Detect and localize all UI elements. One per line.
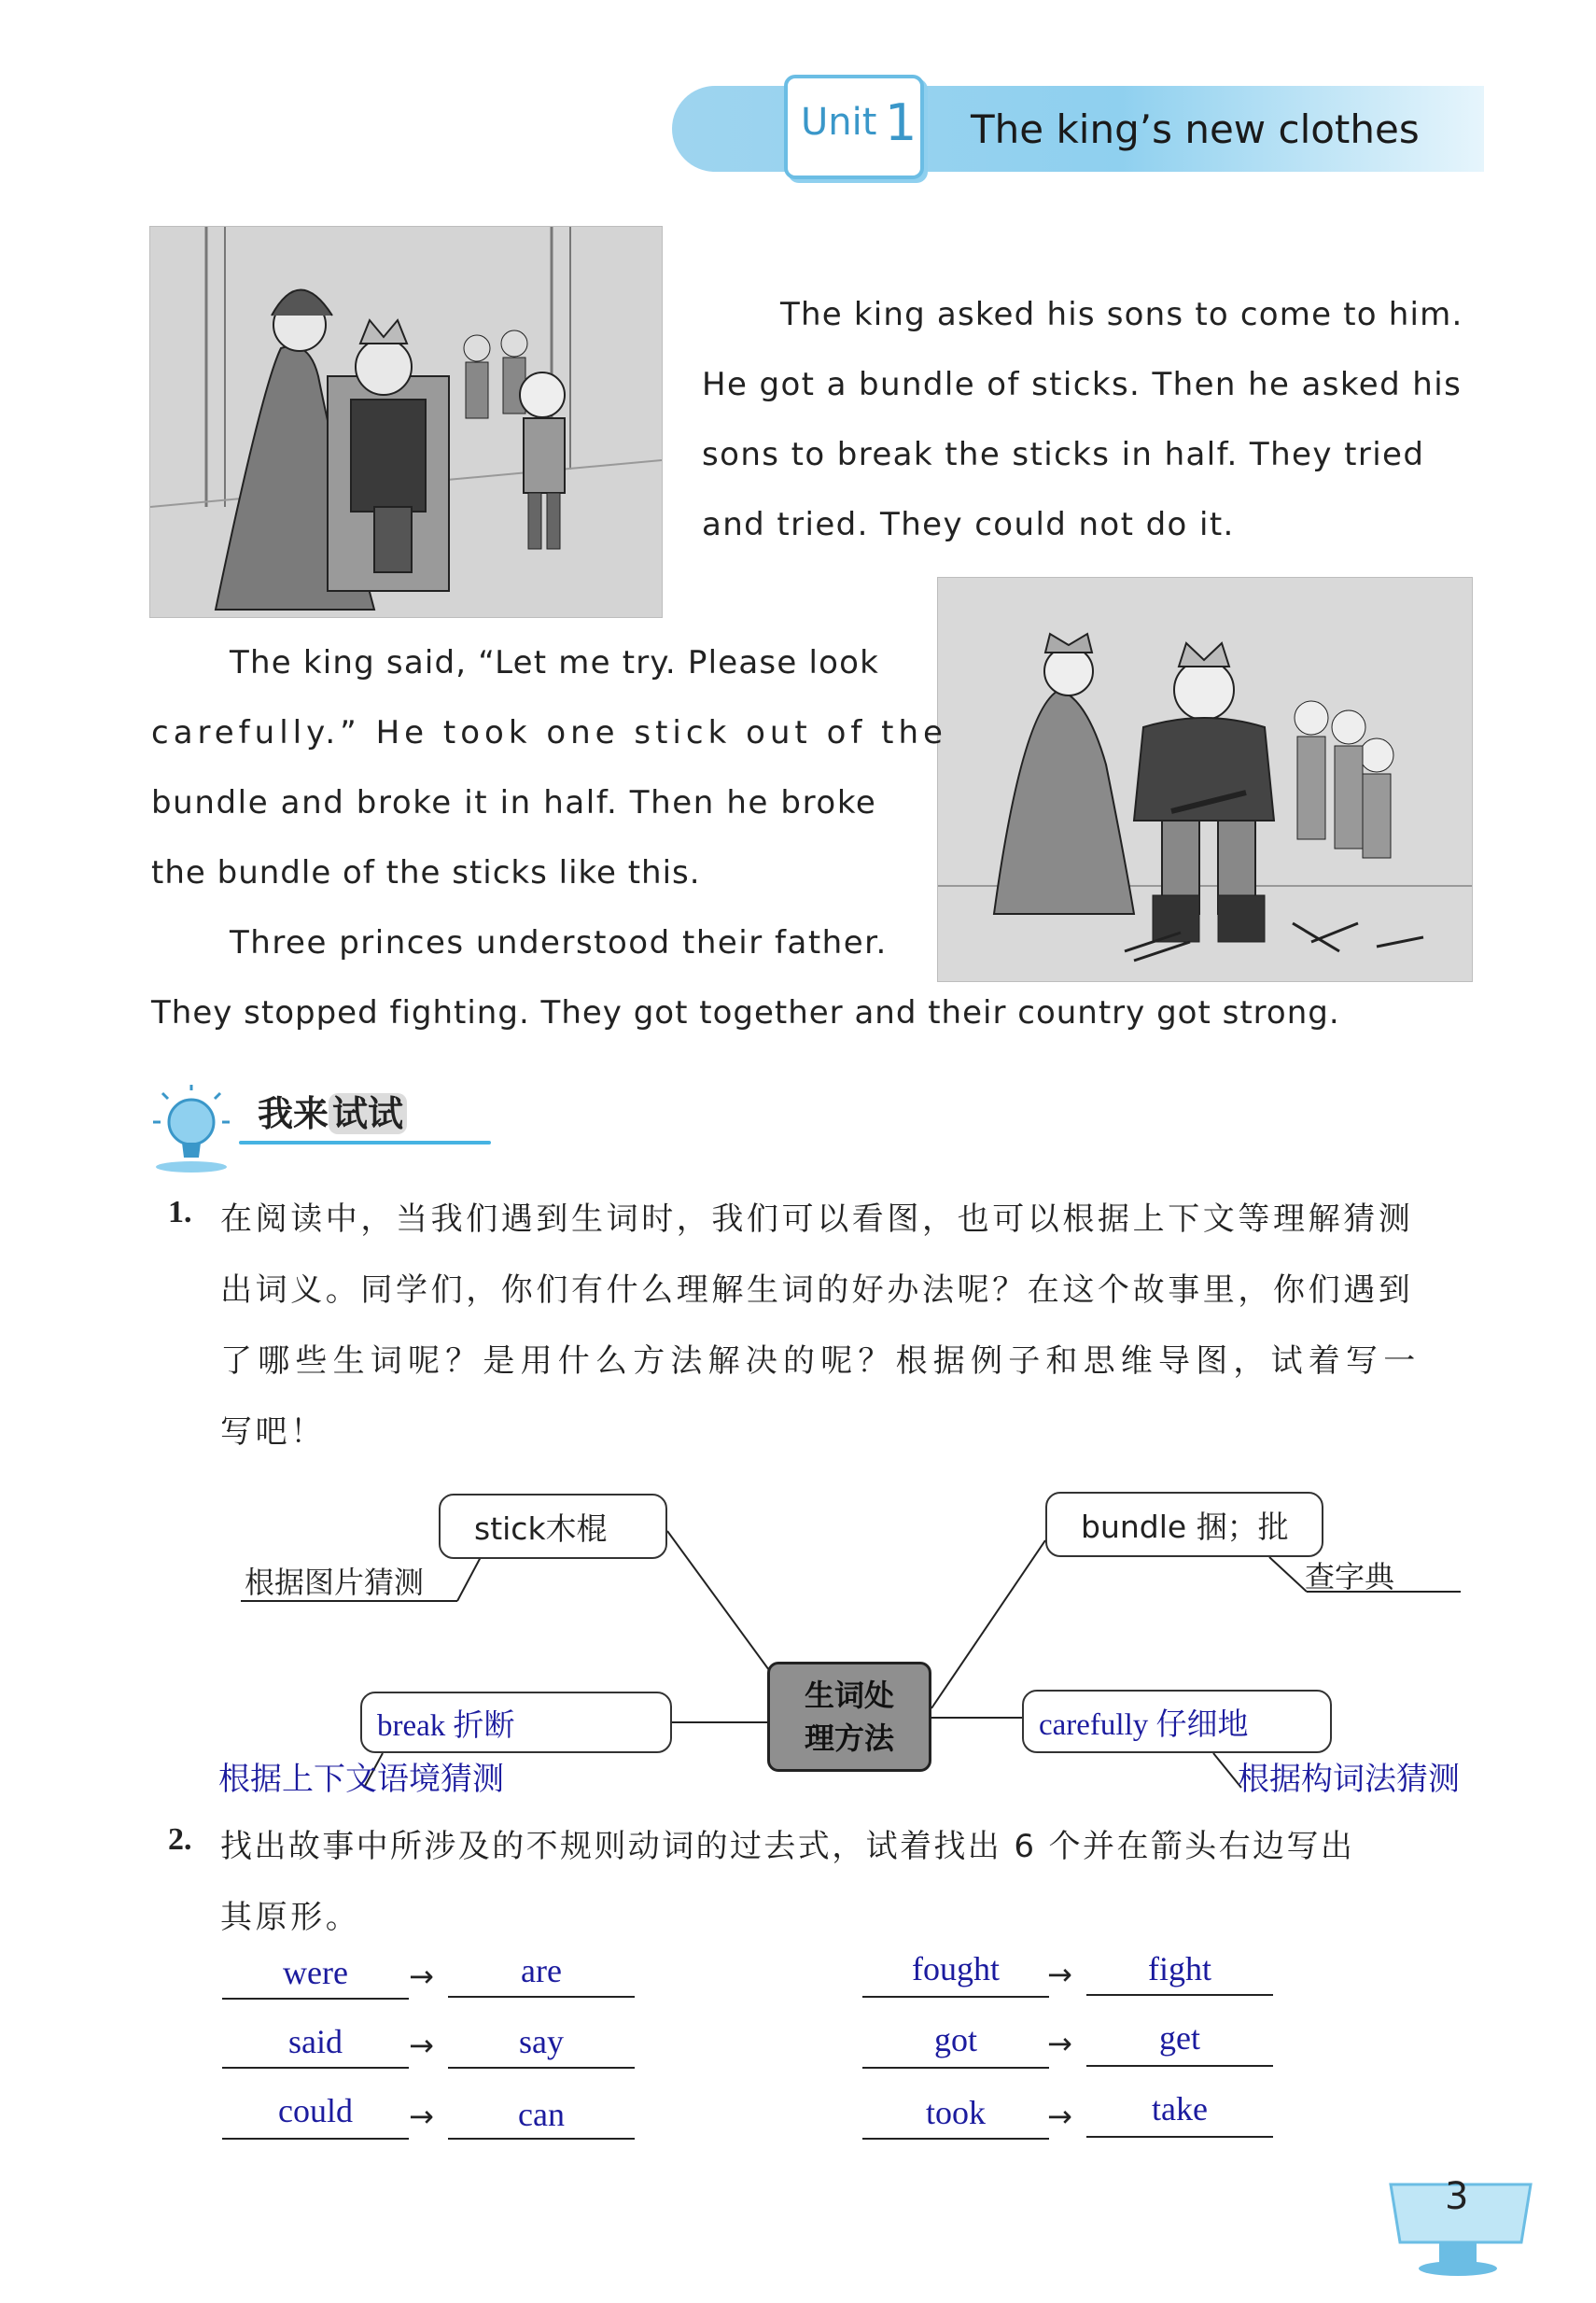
- answer-base-form: fight: [1148, 1950, 1211, 1987]
- answer-underline: [222, 2138, 409, 2140]
- mindmap-word-stick: stick木棍: [439, 1494, 667, 1559]
- question-text-line: 其原形。: [220, 1899, 361, 1936]
- answer-base-form: can: [518, 2096, 565, 2133]
- story-line: The king asked his sons to come to him.: [780, 296, 1463, 333]
- answer-base-form: are: [521, 1952, 562, 1989]
- answer-past-tense: fought: [912, 1950, 1000, 1987]
- story-line: Three princes understood their father.: [230, 924, 888, 962]
- answer-underline: [862, 2067, 1049, 2069]
- mindmap-method-dictionary: 查字典: [1305, 1559, 1395, 1594]
- answer-underline: [222, 2067, 409, 2069]
- question-number: 2.: [168, 1822, 192, 1857]
- answer-underline: [1086, 2065, 1273, 2067]
- mindmap-center-box: [767, 1662, 931, 1772]
- answer-past-tense: took: [925, 2094, 986, 2131]
- answer-underline: [862, 1996, 1049, 1998]
- question-text-line: 在阅读中，当我们遇到生词时，我们可以看图，也可以根据上下文等理解猜测: [220, 1201, 1414, 1238]
- unit-label: Unit: [801, 101, 877, 144]
- answer-past-tense: were: [283, 1954, 348, 1991]
- story-line: carefully.” He took one stick out of the: [151, 714, 947, 751]
- answer-base-form: get: [1159, 2019, 1200, 2057]
- answer-underline: [448, 2138, 635, 2140]
- page-title: The king’s new clothes: [971, 106, 1420, 152]
- answer-underline: [1086, 1994, 1273, 1996]
- story-line: bundle and broke it in half. Then he broke: [151, 784, 877, 821]
- arrow-icon: →: [409, 1959, 434, 1994]
- mindmap-method-picture: 根据图片猜测: [245, 1565, 425, 1600]
- arrow-icon: →: [409, 2099, 434, 2134]
- arrow-icon: →: [1047, 2026, 1072, 2061]
- mindmap-center-line: 理方法: [804, 1720, 894, 1756]
- answer-past-tense: said: [288, 2023, 343, 2060]
- story-line: They stopped fighting. They got together and their country got strong.: [151, 994, 1340, 1032]
- arrow-icon: →: [409, 2028, 434, 2063]
- mindmap-center-line: 生词处: [804, 1678, 894, 1713]
- section-title-part1: 我来: [258, 1093, 329, 1134]
- story-line: sons to break the sticks in half. They tried: [702, 436, 1425, 473]
- arrow-icon: →: [1047, 1957, 1072, 1992]
- arrow-icon: →: [1047, 2099, 1072, 2134]
- answer-past-tense: got: [933, 2021, 977, 2058]
- mindmap-word-carefully: carefully 仔细地: [1022, 1690, 1332, 1753]
- question-number: 1.: [168, 1195, 192, 1229]
- question-text-line: 找出故事中所涉及的不规则动词的过去式，试着找出 6 个并在箭头右边写出: [220, 1828, 1355, 1865]
- answer-base-form: take: [1152, 2090, 1208, 2127]
- story-line: and tried. They could not do it.: [702, 506, 1235, 543]
- answer-underline: [1086, 2136, 1273, 2138]
- question-text-line: 写吧！: [220, 1413, 326, 1451]
- mindmap-method-word-formation: 根据构词法猜测: [1238, 1762, 1460, 1797]
- mindmap-word-bundle: bundle 捆；批: [1045, 1492, 1323, 1557]
- story-line: He got a bundle of sticks. Then he asked his: [702, 366, 1463, 403]
- answer-underline: [862, 2138, 1049, 2140]
- answer-base-form: say: [519, 2023, 564, 2060]
- story-line: the bundle of the sticks like this.: [151, 854, 701, 892]
- story-line: The king said, “Let me try. Please look: [230, 644, 880, 681]
- answer-underline: [222, 1998, 409, 2000]
- unit-number: 1: [885, 93, 917, 152]
- question-text-line: 了哪些生词呢？是用什么方法解决的呢？根据例子和思维导图，试着写一: [220, 1342, 1421, 1380]
- answer-underline: [448, 1996, 635, 1998]
- page-number: 3: [1445, 2175, 1469, 2218]
- section-title-highlight: 试试: [329, 1093, 407, 1134]
- question-text-line: 出词义。同学们，你们有什么理解生词的好办法呢？在这个故事里，你们遇到: [220, 1271, 1414, 1309]
- mindmap-word-break: break 折断: [360, 1692, 672, 1753]
- answer-past-tense: could: [278, 2092, 353, 2129]
- mindmap-method-context: 根据上下文语境猜测: [218, 1762, 504, 1797]
- answer-underline: [448, 2067, 635, 2069]
